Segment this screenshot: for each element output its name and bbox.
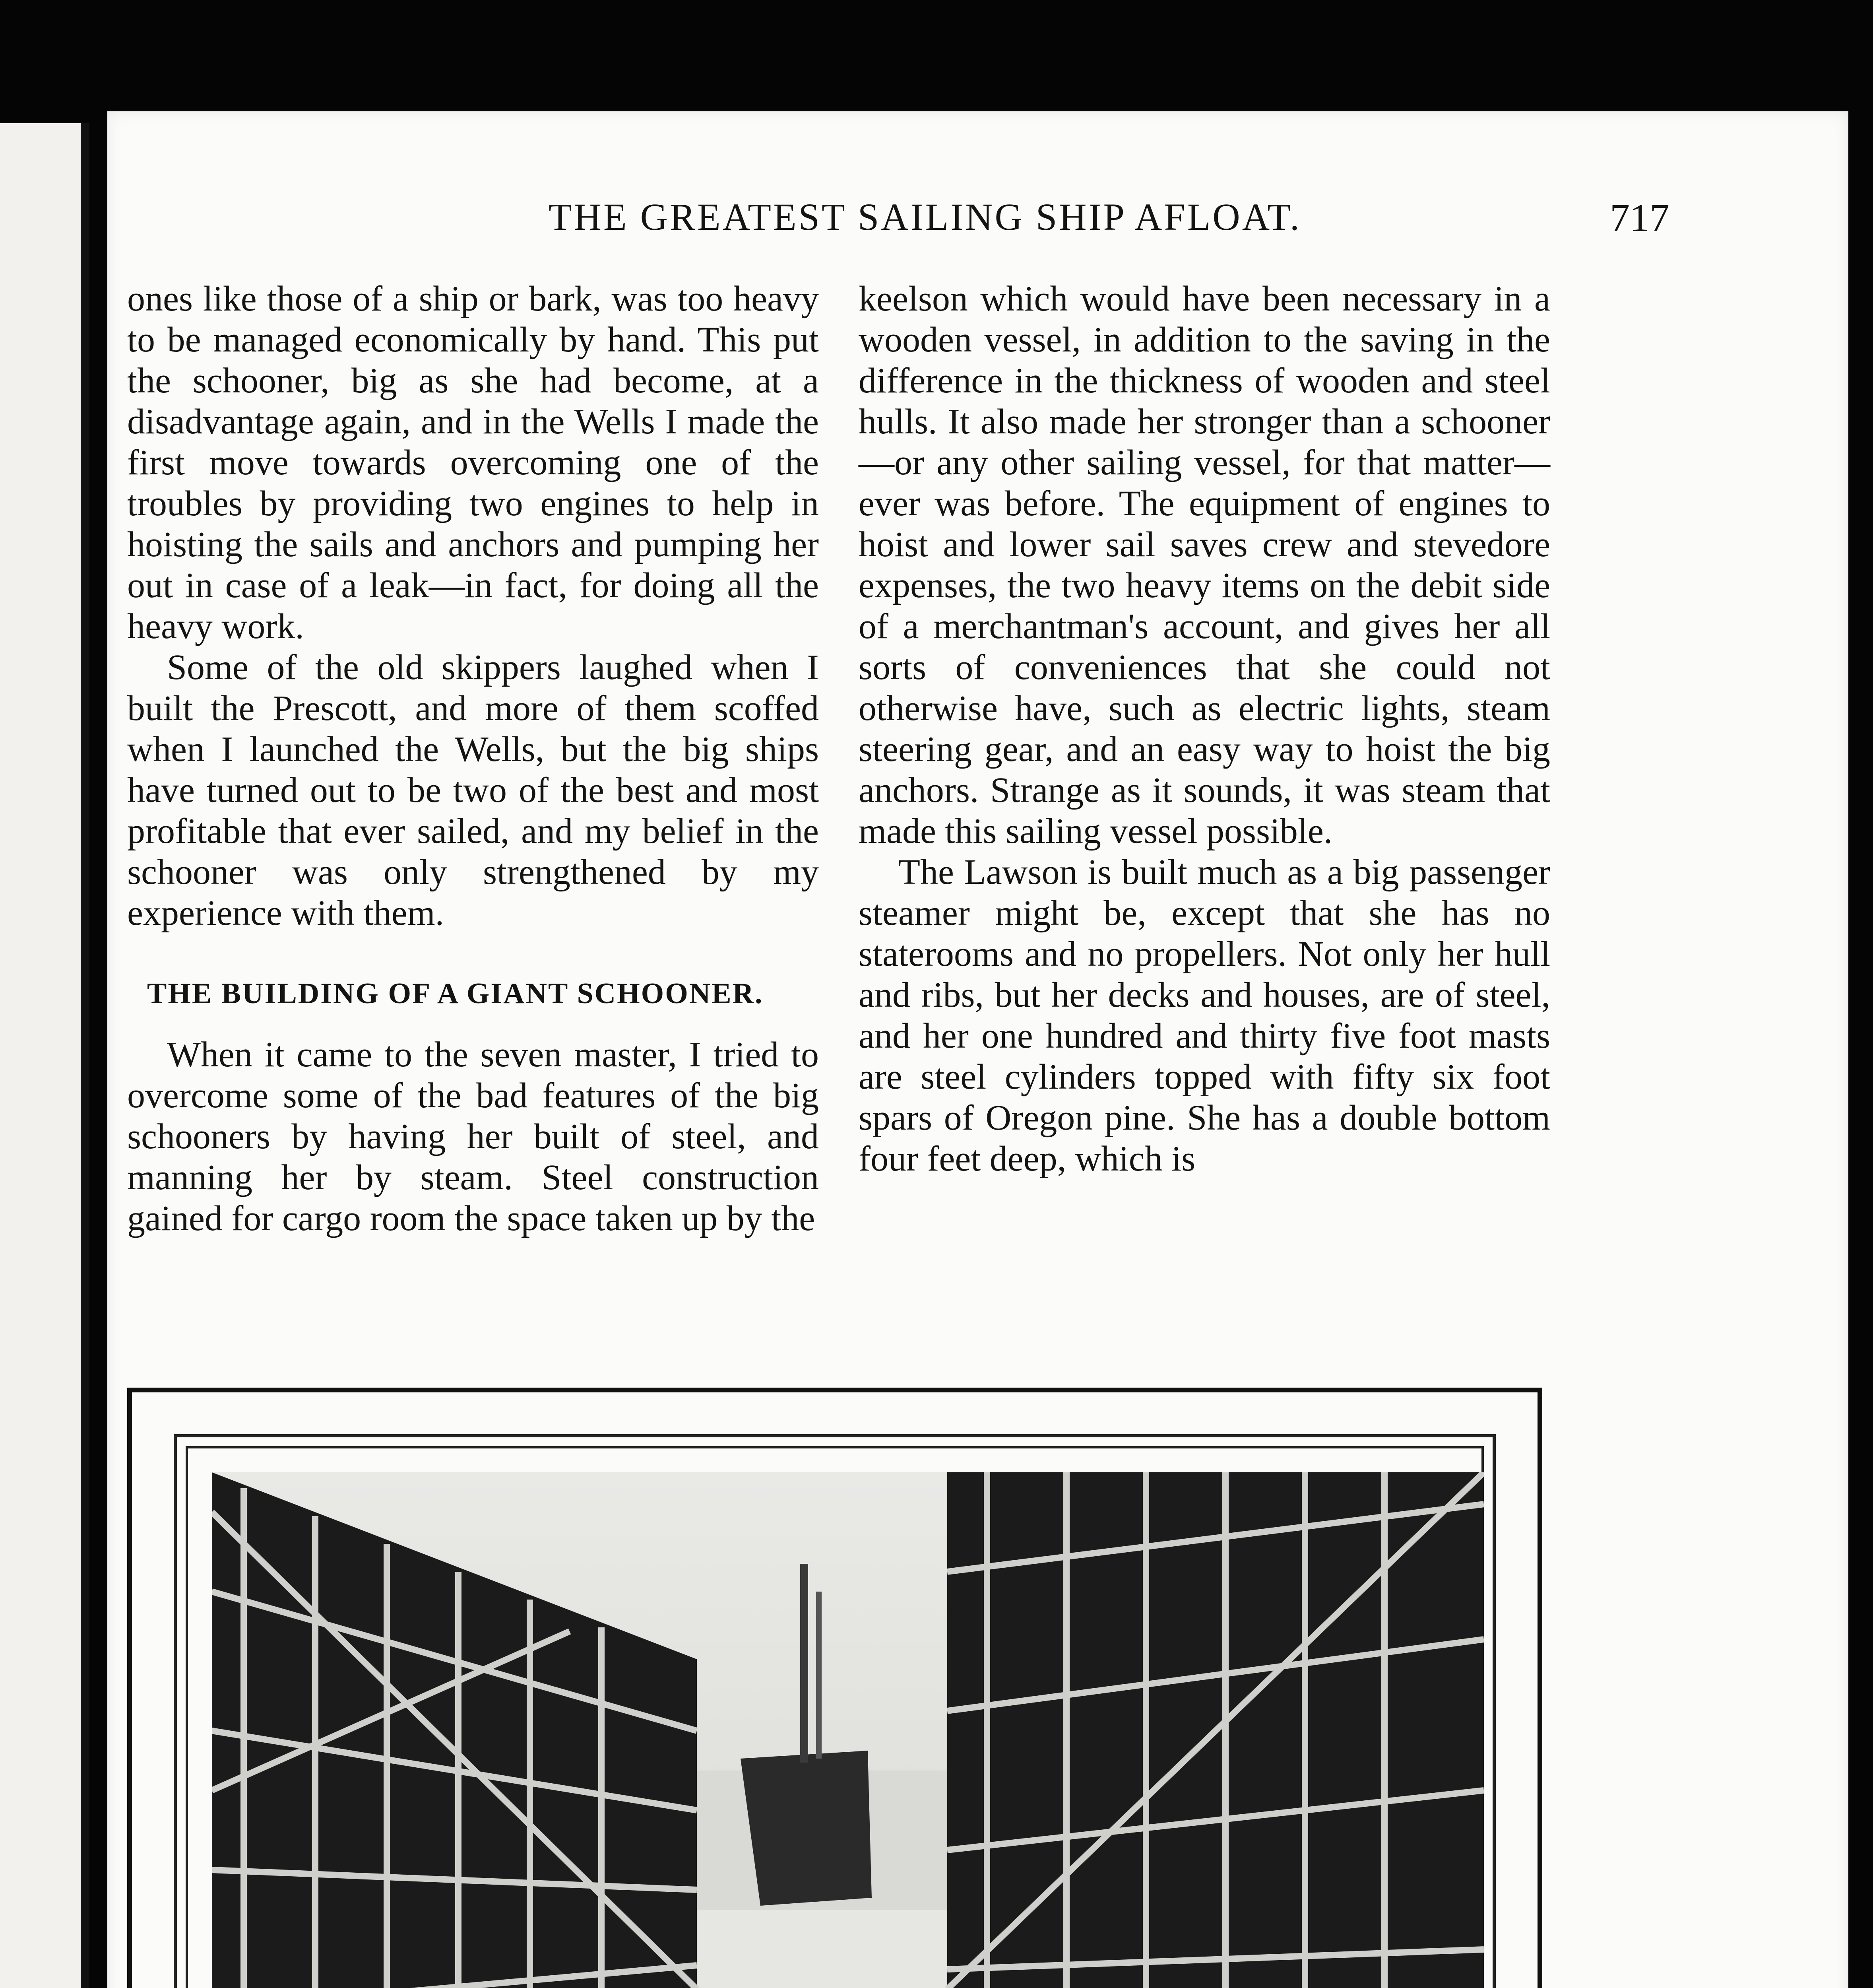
facing-page-edge — [0, 123, 89, 1988]
ship-launch-image — [212, 1472, 1484, 1988]
figure-border — [174, 1434, 1496, 1988]
paragraph: The Lawson is built much as a big passenger steamer might be, except that she has no staterooms and no propellers. Not only her hull and ribs, but her decks and houses, are of steel, and her one hundred and thirty five foot masts are steel cylinders topped with fifty six foot spars of Oregon pine. She has a double bottom four feet deep, which is — [859, 852, 1550, 1178]
right-text-column — [859, 278, 1550, 1179]
launch-photograph — [212, 1472, 1484, 1988]
paragraph: When it came to the seven master, I tried to overcome some of the bad features of the big schooners by having her built of steel, and manning her by steam. Steel construction gained for cargo room the space taken up by the — [127, 1035, 819, 1238]
page-gutter — [81, 123, 89, 1988]
paragraph: keelson which would have been necessary in a wooden vessel, in addition to the saving in the difference in the thickness of wooden and steel hulls. It also made her stronger than a schooner—or any other sailing vessel, for that matter—ever was before. The equipment of engines to hoist and lower sail saves crew and stevedore expenses, the two heavy items on the debit side of a merchantman's account, and gives her all sorts of conveniences that she could not otherwise have, such as electric lights, steam steering gear, and an easy way to hoist the big anchors. Strange as it sounds, it was steam that made this sailing vessel possible. — [859, 279, 1550, 851]
running-head — [127, 195, 1669, 247]
paragraph: Some of the old skippers laughed when I built the Prescott, and more of them scoffed when I launched the Wells, but the big ships have turned out to be two of the best and most profitable that ever sailed, and my belief in the schooner was only strengthened by my experience with them. — [127, 648, 819, 933]
section-heading: THE BUILDING OF A GIANT SCHOONER. — [147, 977, 764, 1010]
figure-border-inner — [186, 1446, 1484, 1988]
figure-frame — [127, 1388, 1542, 1988]
page-number: 717 — [1610, 196, 1669, 240]
running-title: THE GREATEST SAILING SHIP AFLOAT. — [549, 196, 1301, 238]
paragraph: ones like those of a ship or bark, was too heavy to be managed economically by hand. This put the schooner, big as she had become, at a disadvantage again, and in the Wells I made the first move towards overcoming one of the troubles by providing two engines to help in hoisting the sails and anchors and pumping her out in case of a leak—in fact, for doing all the heavy work. — [127, 279, 819, 646]
left-text-column — [127, 278, 819, 1239]
